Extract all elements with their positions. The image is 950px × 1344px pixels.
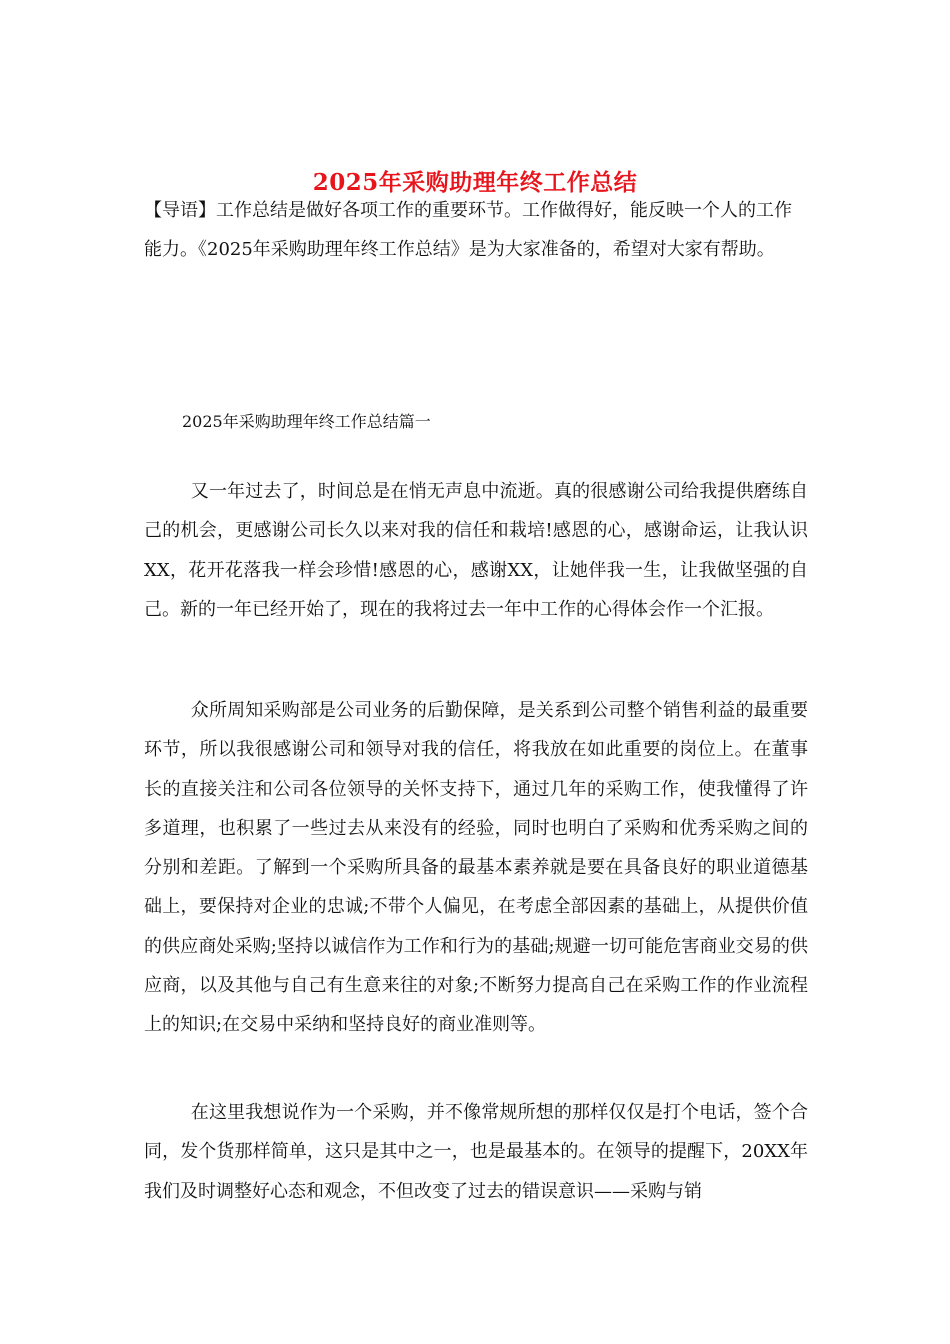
body-paragraph: 在这里我想说作为一个采购，并不像常规所想的那样仅仅是打个电话，签个合同，发个货那样简单，这只是其中之一，也是最基本的。在领导的提醒下，20XX年我们及时调整好心态和观念，不但改变了过去的错误意识——采购与销 (144, 1102, 808, 1202)
document-title: 2025年采购助理年终工作总结 (312, 169, 638, 197)
body-paragraph: 众所周知采购部是公司业务的后勤保障，是关系到公司整个销售利益的最重要环节，所以我很感谢公司和领导对我的信任，将我放在如此重要的岗位上。在董事长的直接关注和公司各位领导的关怀支持下，通过几年的采购工作，使我懂得了许多道理，也积累了一些过去从来没有的经验，同时也明白了采购和优秀采购之间的分别和差距。了解到一个采购所具备的最基本素养就是要在具备良好的职业道德基础上，要保持对企业的忠诚;不带个人偏见，在考虑全部因素的基础上，从提供价值的供应商处采购;坚持以诚信作为工作和行为的基础;规避一切可能危害商业交易的供应商，以及其他与自己有生意来往的对象;不断努力提高自己在采购工作的作业流程上的知识;在交易中采纳和坚持良好的商业准则等。 (144, 700, 808, 1036)
section-heading: 2025年采购助理年终工作总结篇一 (182, 412, 431, 431)
body-paragraph: 又一年过去了，时间总是在悄无声息中流逝。真的很感谢公司给我提供磨练自己的机会，更感谢公司长久以来对我的信任和栽培!感恩的心，感谢命运，让我认识XX，花开花落我一样会珍惜!感恩的心，感谢XX，让她伴我一生，让我做坚强的自己。新的一年已经开始了，现在的我将过去一年中工作的心得体会作一个汇报。 (144, 481, 808, 620)
intro-paragraph: 【导语】工作总结是做好各项工作的重要环节。工作做得好，能反映一个人的工作能力。《2025年采购助理年终工作总结》是为大家准备的，希望对大家有帮助。 (144, 200, 792, 260)
